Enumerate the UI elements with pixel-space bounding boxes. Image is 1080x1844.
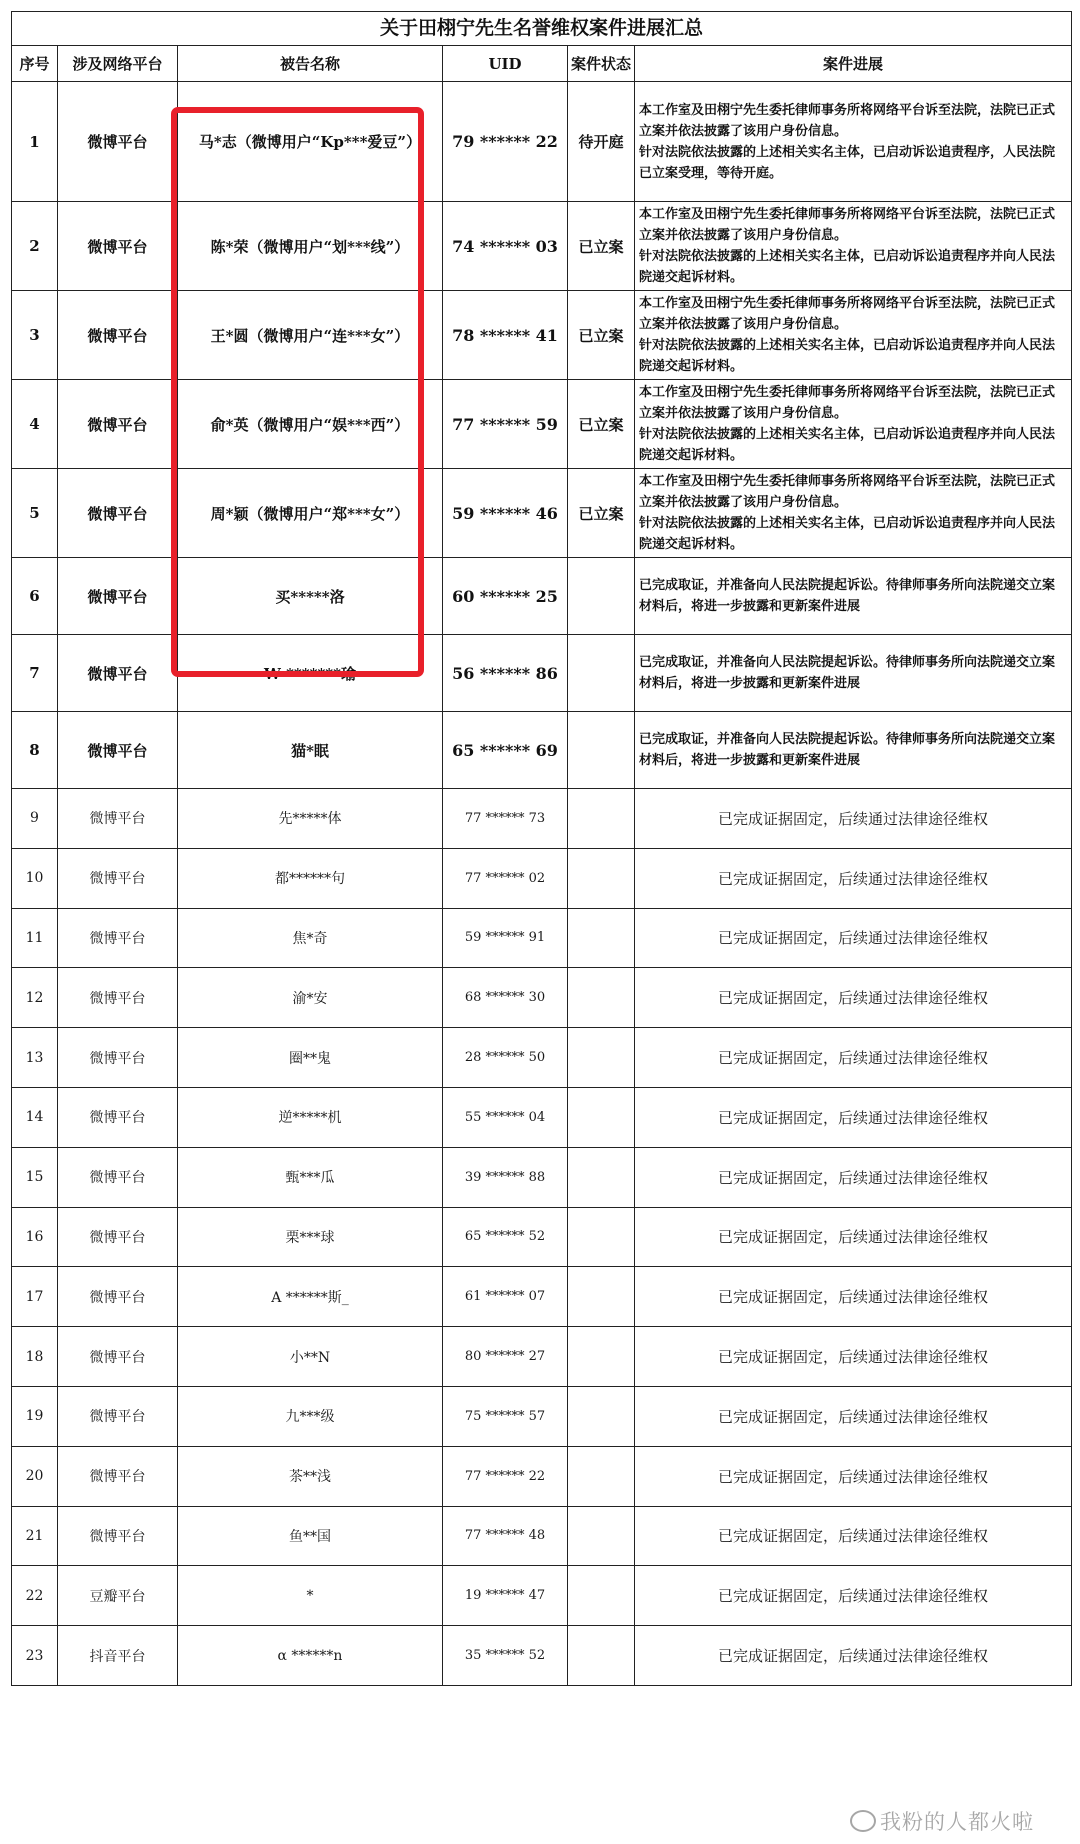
cell-uid: 77 ****** 02	[443, 848, 568, 908]
cell-no: 11	[12, 908, 58, 968]
table-row	[12, 1327, 1072, 1387]
watermark	[850, 1806, 1034, 1836]
cell-uid: 74 ****** 03	[443, 202, 568, 291]
watermark-text: 我粉的人都火啦	[880, 1810, 1034, 1834]
cell-uid: 56 ****** 86	[443, 635, 568, 712]
cell-no: 14	[12, 1087, 58, 1147]
cell-status	[568, 1087, 635, 1147]
table-row	[12, 1626, 1072, 1686]
cell-uid: 80 ****** 27	[443, 1327, 568, 1387]
weibo-logo-icon	[850, 1810, 876, 1832]
cell-no: 7	[12, 635, 58, 712]
cell-uid: 28 ****** 50	[443, 1028, 568, 1088]
cell-progress: 已完成取证，并准备向人民法院提起诉讼。待律师事务所向法院递交立案材料后，将进一步披露和更新案件进展	[635, 712, 1072, 789]
cell-status	[568, 1267, 635, 1327]
cell-platform: 微博平台	[58, 82, 178, 202]
cell-defendant: 周*颖（微博用户“郑***女”）	[178, 469, 443, 558]
cell-uid: 65 ****** 52	[443, 1207, 568, 1267]
table-row	[12, 1028, 1072, 1088]
cell-no: 19	[12, 1386, 58, 1446]
cell-no: 12	[12, 968, 58, 1028]
cell-defendant: 圈**鬼	[178, 1028, 443, 1088]
cell-no: 18	[12, 1327, 58, 1387]
cell-uid: 77 ****** 22	[443, 1446, 568, 1506]
cell-defendant: 渝*安	[178, 968, 443, 1028]
cell-defendant: 逆*****机	[178, 1087, 443, 1147]
cell-progress: 本工作室及田栩宁先生委托律师事务所将网络平台诉至法院，法院已正式立案并依法披露了该用户身份信息。 针对法院依法披露的上述相关实名主体，已启动诉讼追责程序并向人民法院递交起诉材料。	[635, 380, 1072, 469]
cell-progress: 已完成证据固定，后续通过法律途径维权	[635, 1028, 1072, 1088]
cell-status	[568, 968, 635, 1028]
table-row	[12, 635, 1072, 712]
cell-platform: 微博平台	[58, 789, 178, 849]
header-no: 序号	[12, 46, 58, 82]
cell-defendant: 鱼**国	[178, 1506, 443, 1566]
table-row	[12, 789, 1072, 849]
cell-defendant: α ******n	[178, 1626, 443, 1686]
cell-status	[568, 789, 635, 849]
cell-defendant: A ******斯_	[178, 1267, 443, 1327]
cell-status	[568, 1506, 635, 1566]
cell-no: 6	[12, 558, 58, 635]
cell-platform: 微博平台	[58, 1267, 178, 1327]
cell-defendant: *	[178, 1566, 443, 1626]
table-row	[12, 1207, 1072, 1267]
cell-progress: 已完成证据固定，后续通过法律途径维权	[635, 1327, 1072, 1387]
cell-status: 待开庭	[568, 82, 635, 202]
cell-no: 3	[12, 291, 58, 380]
cell-uid: 78 ****** 41	[443, 291, 568, 380]
cell-uid: 59 ****** 91	[443, 908, 568, 968]
table-row	[12, 1506, 1072, 1566]
cell-no: 5	[12, 469, 58, 558]
cell-progress: 已完成证据固定，后续通过法律途径维权	[635, 1446, 1072, 1506]
cell-progress: 已完成证据固定，后续通过法律途径维权	[635, 908, 1072, 968]
table-row	[12, 469, 1072, 558]
cell-platform: 微博平台	[58, 1446, 178, 1506]
case-summary-sheet	[11, 11, 1071, 1686]
table-row	[12, 1267, 1072, 1327]
cell-platform: 微博平台	[58, 1386, 178, 1446]
cell-status	[568, 1028, 635, 1088]
table-row	[12, 1147, 1072, 1207]
cell-progress: 本工作室及田栩宁先生委托律师事务所将网络平台诉至法院，法院已正式立案并依法披露了该用户身份信息。 针对法院依法披露的上述相关实名主体，已启动诉讼追责程序并向人民法院递交起诉材料。	[635, 202, 1072, 291]
cell-progress: 已完成证据固定，后续通过法律途径维权	[635, 1386, 1072, 1446]
cell-defendant: 先*****体	[178, 789, 443, 849]
table-row	[12, 1087, 1072, 1147]
cell-defendant: 马*志（微博用户“Kp***爱豆”）	[178, 82, 443, 202]
cell-uid: 68 ****** 30	[443, 968, 568, 1028]
table-row	[12, 291, 1072, 380]
cell-defendant: 猫*眠	[178, 712, 443, 789]
cell-status	[568, 1626, 635, 1686]
cell-status	[568, 1327, 635, 1387]
cell-no: 16	[12, 1207, 58, 1267]
table-row	[12, 558, 1072, 635]
cell-defendant: 王*圆（微博用户“连***女”）	[178, 291, 443, 380]
header-row	[12, 46, 1072, 82]
cell-uid: 77 ****** 59	[443, 380, 568, 469]
cell-platform: 微博平台	[58, 202, 178, 291]
cell-platform: 微博平台	[58, 712, 178, 789]
cell-platform: 微博平台	[58, 1207, 178, 1267]
cell-defendant: 九***级	[178, 1386, 443, 1446]
cell-status	[568, 558, 635, 635]
cell-progress: 已完成取证，并准备向人民法院提起诉讼。待律师事务所向法院递交立案材料后，将进一步披露和更新案件进展	[635, 635, 1072, 712]
cell-uid: 19 ****** 47	[443, 1566, 568, 1626]
cell-status	[568, 1386, 635, 1446]
cell-defendant: 都******句	[178, 848, 443, 908]
cell-platform: 微博平台	[58, 1147, 178, 1207]
cell-status	[568, 1207, 635, 1267]
cell-platform: 微博平台	[58, 1506, 178, 1566]
cell-status	[568, 1446, 635, 1506]
cell-uid: 77 ****** 48	[443, 1506, 568, 1566]
cell-uid: 79 ****** 22	[443, 82, 568, 202]
cell-progress: 本工作室及田栩宁先生委托律师事务所将网络平台诉至法院，法院已正式立案并依法披露了该用户身份信息。 针对法院依法披露的上述相关实名主体，已启动诉讼追责程序并向人民法院递交起诉材料。	[635, 469, 1072, 558]
cell-uid: 39 ****** 88	[443, 1147, 568, 1207]
cell-status	[568, 908, 635, 968]
cell-platform: 微博平台	[58, 1327, 178, 1387]
cell-uid: 55 ****** 04	[443, 1087, 568, 1147]
cell-defendant: 焦*奇	[178, 908, 443, 968]
cell-progress: 已完成证据固定，后续通过法律途径维权	[635, 1506, 1072, 1566]
cell-no: 15	[12, 1147, 58, 1207]
cell-uid: 60 ****** 25	[443, 558, 568, 635]
cell-progress: 已完成证据固定，后续通过法律途径维权	[635, 968, 1072, 1028]
cell-status	[568, 1566, 635, 1626]
table-row	[12, 848, 1072, 908]
cell-uid: 59 ****** 46	[443, 469, 568, 558]
cell-platform: 微博平台	[58, 1087, 178, 1147]
table-row	[12, 202, 1072, 291]
cell-status	[568, 848, 635, 908]
cell-platform: 微博平台	[58, 1028, 178, 1088]
cell-uid: 75 ****** 57	[443, 1386, 568, 1446]
cell-defendant: 甄***瓜	[178, 1147, 443, 1207]
cell-defendant: 买*****洛	[178, 558, 443, 635]
cell-platform: 微博平台	[58, 635, 178, 712]
cell-platform: 抖音平台	[58, 1626, 178, 1686]
cell-no: 23	[12, 1626, 58, 1686]
cell-uid: 35 ****** 52	[443, 1626, 568, 1686]
table-row	[12, 1446, 1072, 1506]
table-row	[12, 380, 1072, 469]
cell-defendant: 茶**浅	[178, 1446, 443, 1506]
cell-defendant: W *******瑜	[178, 635, 443, 712]
cell-platform: 微博平台	[58, 848, 178, 908]
cell-platform: 微博平台	[58, 558, 178, 635]
table-row	[12, 712, 1072, 789]
cell-status: 已立案	[568, 380, 635, 469]
table-row	[12, 1566, 1072, 1626]
cell-no: 4	[12, 380, 58, 469]
header-status: 案件状态	[568, 46, 635, 82]
table-row	[12, 1386, 1072, 1446]
cell-status: 已立案	[568, 202, 635, 291]
cell-uid: 61 ****** 07	[443, 1267, 568, 1327]
cell-progress: 已完成证据固定，后续通过法律途径维权	[635, 1267, 1072, 1327]
cell-no: 10	[12, 848, 58, 908]
cell-no: 2	[12, 202, 58, 291]
table-row	[12, 968, 1072, 1028]
cell-progress: 已完成证据固定，后续通过法律途径维权	[635, 1566, 1072, 1626]
cell-no: 17	[12, 1267, 58, 1327]
header-defendant: 被告名称	[178, 46, 443, 82]
cell-status: 已立案	[568, 291, 635, 380]
cell-defendant: 小**N	[178, 1327, 443, 1387]
table-row	[12, 908, 1072, 968]
cell-defendant: 栗***球	[178, 1207, 443, 1267]
cell-no: 8	[12, 712, 58, 789]
cell-status: 已立案	[568, 469, 635, 558]
cell-status	[568, 1147, 635, 1207]
cell-platform: 微博平台	[58, 908, 178, 968]
cell-platform: 豆瓣平台	[58, 1566, 178, 1626]
cell-uid: 65 ****** 69	[443, 712, 568, 789]
cell-defendant: 陈*荣（微博用户“划***线”）	[178, 202, 443, 291]
case-table	[11, 11, 1072, 1686]
cell-progress: 已完成证据固定，后续通过法律途径维权	[635, 789, 1072, 849]
cell-progress: 已完成证据固定，后续通过法律途径维权	[635, 1207, 1072, 1267]
cell-uid: 77 ****** 73	[443, 789, 568, 849]
cell-progress: 已完成证据固定，后续通过法律途径维权	[635, 1147, 1072, 1207]
cell-defendant: 俞*英（微博用户“娱***西”）	[178, 380, 443, 469]
cell-no: 21	[12, 1506, 58, 1566]
cell-progress: 已完成取证，并准备向人民法院提起诉讼。待律师事务所向法院递交立案材料后，将进一步披露和更新案件进展	[635, 558, 1072, 635]
cell-no: 13	[12, 1028, 58, 1088]
cell-no: 22	[12, 1566, 58, 1626]
cell-no: 9	[12, 789, 58, 849]
header-uid: UID	[443, 46, 568, 82]
cell-no: 1	[12, 82, 58, 202]
cell-platform: 微博平台	[58, 291, 178, 380]
header-progress: 案件进展	[635, 46, 1072, 82]
cell-progress: 本工作室及田栩宁先生委托律师事务所将网络平台诉至法院，法院已正式立案并依法披露了该用户身份信息。 针对法院依法披露的上述相关实名主体，已启动诉讼追责程序，人民法院已立案受理，等待开庭。	[635, 82, 1072, 202]
cell-no: 20	[12, 1446, 58, 1506]
cell-progress: 本工作室及田栩宁先生委托律师事务所将网络平台诉至法院，法院已正式立案并依法披露了该用户身份信息。 针对法院依法披露的上述相关实名主体，已启动诉讼追责程序并向人民法院递交起诉材料。	[635, 291, 1072, 380]
table-row	[12, 82, 1072, 202]
cell-status	[568, 712, 635, 789]
table-title: 关于田栩宁先生名誉维权案件进展汇总	[11, 11, 1072, 45]
cell-platform: 微博平台	[58, 380, 178, 469]
cell-progress: 已完成证据固定，后续通过法律途径维权	[635, 1626, 1072, 1686]
cell-progress: 已完成证据固定，后续通过法律途径维权	[635, 1087, 1072, 1147]
cell-status	[568, 635, 635, 712]
cell-platform: 微博平台	[58, 469, 178, 558]
cell-progress: 已完成证据固定，后续通过法律途径维权	[635, 848, 1072, 908]
header-platform: 涉及网络平台	[58, 46, 178, 82]
cell-platform: 微博平台	[58, 968, 178, 1028]
